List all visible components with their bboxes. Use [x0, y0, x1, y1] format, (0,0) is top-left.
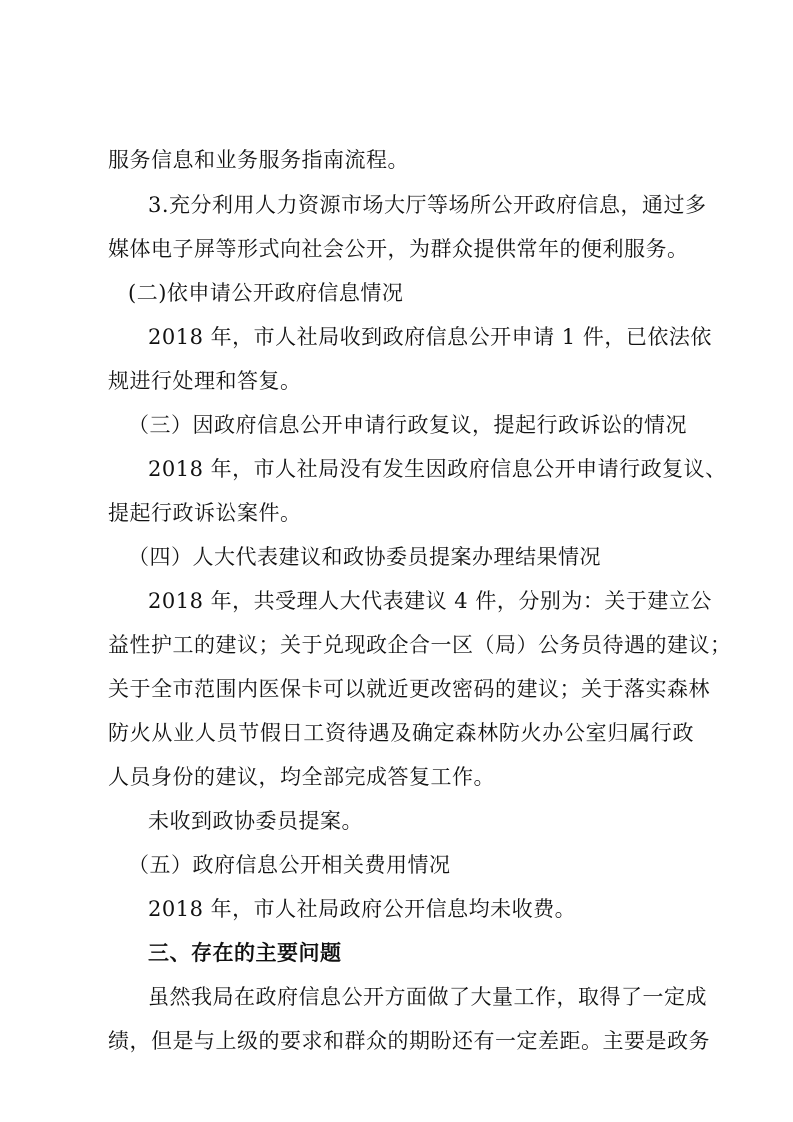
section-heading: （五）政府信息公开相关费用情况	[128, 853, 451, 877]
paragraph-line: 绩，但是与上级的要求和群众的期盼还有一定差距。主要是政务	[108, 1029, 710, 1053]
paragraph-line: 2018 年，共受理人大代表建议 4 件，分别为：关于建立公	[148, 589, 712, 613]
paragraph-line: 人员身份的建议，均全部完成答复工作。	[108, 765, 495, 789]
paragraph-line: 规进行处理和答复。	[108, 369, 302, 393]
paragraph-line: 益性护工的建议；关于兑现政企合一区（局）公务员待遇的建议；	[108, 633, 732, 657]
paragraph-line: 2018 年，市人社局收到政府信息公开申请 1 件，已依法依	[148, 325, 712, 349]
chapter-heading: 三、存在的主要问题	[148, 941, 342, 965]
paragraph-line: 2018 年，市人社局政府公开信息均未收费。	[148, 897, 577, 921]
section-heading: (二)依申请公开政府信息情况	[128, 281, 404, 305]
paragraph-line: 虽然我局在政府信息公开方面做了大量工作，取得了一定成	[148, 985, 707, 1009]
paragraph-line: 媒体电子屏等形式向社会公开，为群众提供常年的便利服务。	[108, 237, 689, 261]
paragraph-line: 提起行政诉讼案件。	[108, 501, 302, 525]
paragraph-line: 2018 年，市人社局没有发生因政府信息公开申请行政复议、	[148, 457, 727, 481]
paragraph-line: 防火从业人员节假日工资待遇及确定森林防火办公室归属行政	[108, 721, 694, 745]
section-heading: （三）因政府信息公开申请行政复议，提起行政诉讼的情况	[128, 413, 687, 437]
section-heading: （四）人大代表建议和政协委员提案办理结果情况	[128, 545, 601, 569]
paragraph-line: 未收到政协委员提案。	[148, 809, 363, 833]
paragraph-line: 服务信息和业务服务指南流程。	[108, 148, 409, 172]
paragraph-line: 3.充分利用人力资源市场大厅等场所公开政府信息，通过多	[148, 193, 707, 217]
paragraph-line: 关于全市范围内医保卡可以就近更改密码的建议；关于落实森林	[108, 677, 710, 701]
